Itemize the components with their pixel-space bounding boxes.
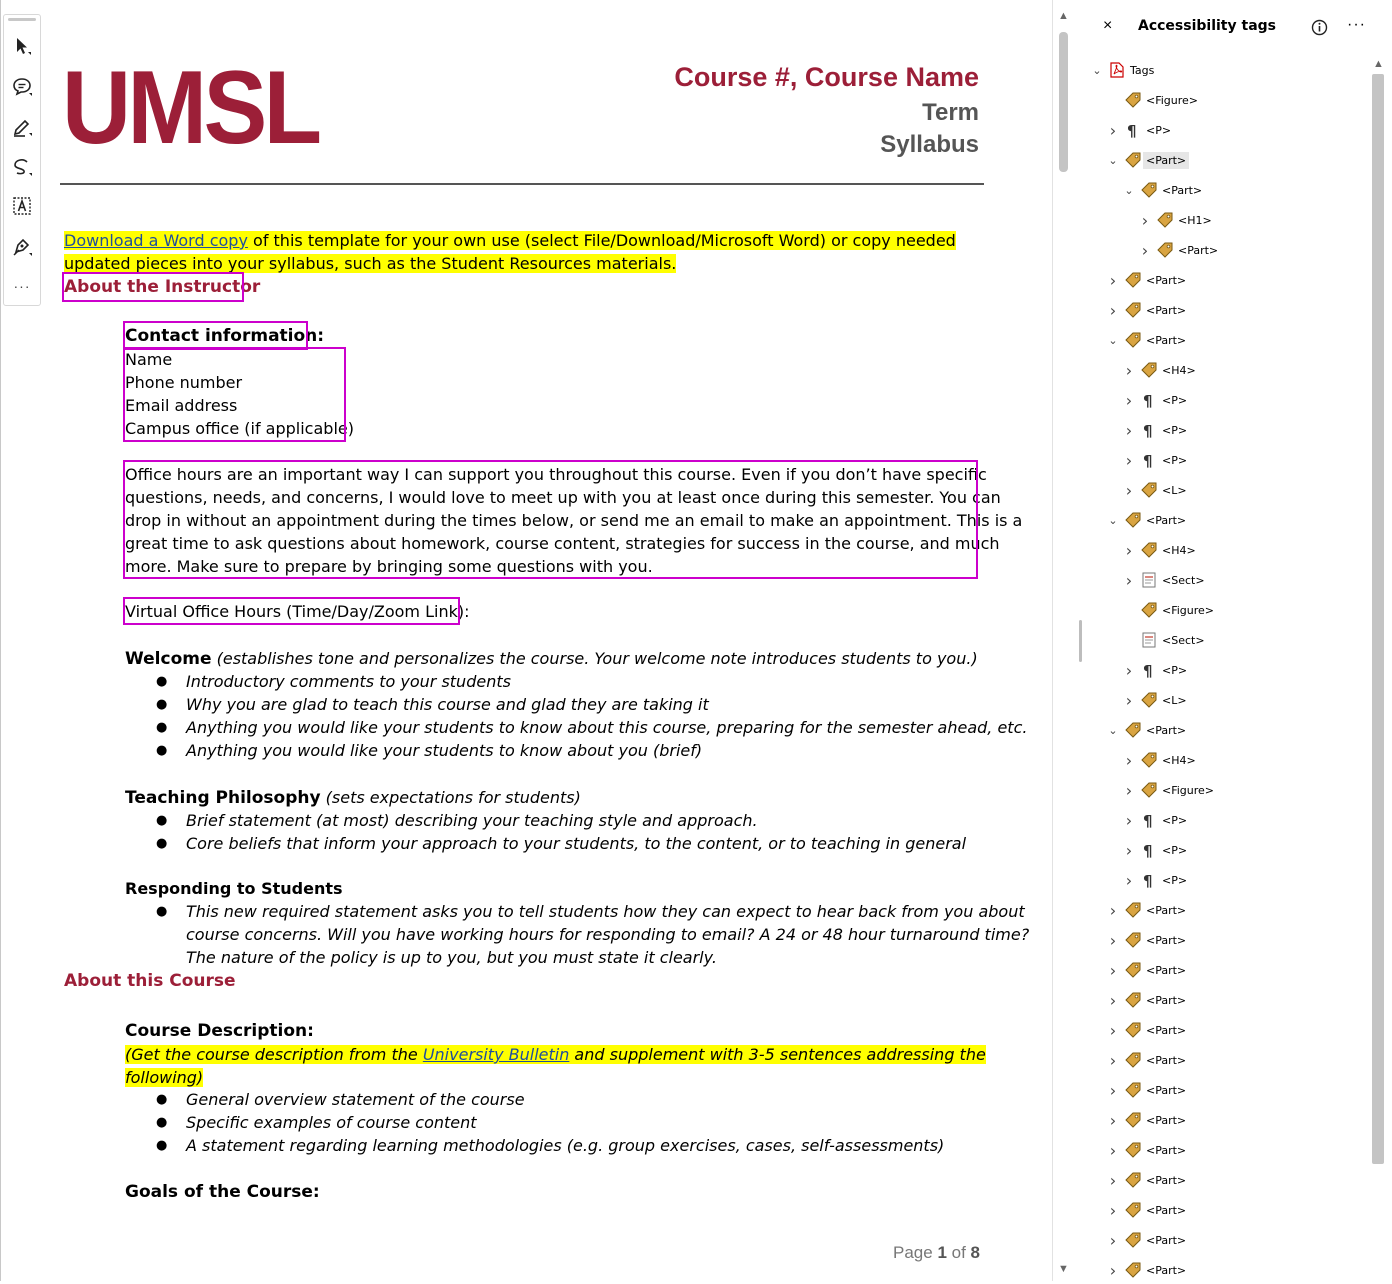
contact-email: Email address — [125, 396, 238, 415]
syllabus-label: Syllabus — [880, 131, 979, 158]
tag-tree-item[interactable] — [1106, 1136, 1346, 1164]
tag-icon — [1124, 721, 1142, 739]
list-item: ● General overview statement of the course — [125, 1088, 944, 1111]
tag-highlight-box — [123, 597, 460, 625]
tag-tree-item[interactable] — [1106, 86, 1346, 114]
tag-tree-item-label: <Figure> — [1162, 603, 1215, 617]
tag-tree-item[interactable] — [1106, 1166, 1346, 1194]
tag-tree-item-label: <Part> — [1146, 1233, 1187, 1247]
text-select-icon — [11, 195, 33, 217]
paragraph-icon — [1140, 451, 1158, 469]
course-description-note-2: following) — [125, 1068, 204, 1087]
highlighter-pen-icon — [11, 115, 33, 137]
tag-icon — [1140, 751, 1158, 769]
intro-line-1: Download a Word copy of this template for your own use (select File/Download/Microsoft Word) or copy needed — [64, 231, 956, 250]
info-icon — [1311, 19, 1328, 36]
tag-highlight-box — [123, 460, 978, 579]
paragraph-icon — [1140, 811, 1158, 829]
chevron-right-icon[interactable]: › — [1109, 1050, 1117, 1070]
sign-tool-button[interactable] — [9, 233, 35, 259]
tag-tree-item[interactable] — [1122, 626, 1362, 654]
paragraph-icon — [1124, 121, 1142, 139]
course-description-note: (Get the course description from the University Bulletin and supplement with 3-5 sentences addressing the — [125, 1045, 986, 1064]
tag-tree-item-label: <L> — [1162, 693, 1187, 707]
chevron-right-icon[interactable]: › — [1109, 930, 1117, 950]
goals-heading: Goals of the Course: — [125, 1182, 320, 1202]
chevron-right-icon[interactable]: › — [1109, 1200, 1117, 1220]
chevron-right-icon[interactable]: › — [1109, 1260, 1117, 1280]
tag-icon — [1124, 301, 1142, 319]
document-scrollbar[interactable] — [1052, 0, 1076, 1281]
tag-icon — [1124, 1171, 1142, 1189]
chevron-right-icon[interactable]: › — [1125, 870, 1133, 890]
svg-text:¶: ¶ — [1143, 422, 1153, 439]
tag-icon — [1124, 1111, 1142, 1129]
list-item: ● Anything you would like your students to know about this course, preparing for the semester ahead, etc. — [125, 716, 1027, 739]
chevron-right-icon[interactable]: › — [1109, 300, 1117, 320]
tag-tree-item-label: <H1> — [1178, 213, 1212, 227]
highlight-tool-button[interactable] — [9, 113, 35, 139]
tag-tree-item[interactable] — [1106, 326, 1346, 354]
tool-rail — [3, 14, 41, 306]
tag-tree-item-label: <Part> — [1178, 243, 1219, 257]
tag-tree-item[interactable] — [1122, 836, 1362, 864]
scroll-up-icon[interactable]: ▲ — [1373, 58, 1384, 70]
paragraph-icon — [1140, 391, 1158, 409]
tag-icon — [1124, 961, 1142, 979]
chevron-right-icon[interactable]: › — [1109, 960, 1117, 980]
list-item: ● Brief statement (at most) describing your teaching style and approach. — [125, 809, 966, 832]
tag-tree-item-label: <P> — [1162, 663, 1188, 677]
tag-tree-item[interactable] — [1106, 146, 1346, 174]
draw-tool-button[interactable] — [9, 153, 35, 179]
tag-icon — [1124, 1051, 1142, 1069]
tag-icon — [1124, 91, 1142, 109]
tag-highlight-box — [62, 272, 244, 302]
svg-text:¶: ¶ — [1143, 842, 1153, 859]
tag-tree-item[interactable] — [1106, 1016, 1346, 1044]
tag-tree-item-label: <Part> — [1146, 1173, 1187, 1187]
tag-icon — [1124, 1081, 1142, 1099]
tag-icon — [1140, 601, 1158, 619]
svg-text:¶: ¶ — [1143, 392, 1153, 409]
tag-tree-item[interactable] — [1138, 206, 1378, 234]
tag-tree-item[interactable] — [1122, 176, 1362, 204]
chevron-right-icon[interactable]: › — [1125, 570, 1133, 590]
tag-tree-item-label: <Part> — [1146, 1143, 1187, 1157]
tag-tree-item-label: <Part> — [1146, 333, 1187, 347]
chevron-right-icon[interactable]: › — [1125, 690, 1133, 710]
chevron-right-icon[interactable]: › — [1109, 120, 1117, 140]
list-item: ● This new required statement asks you to tell students how they can expect to hear back from you about course concerns. Will you have working hours for responding to email? A 24 or 48 hour turnaround time? The nature of the policy is up to you, but you must state it clearly. — [125, 900, 1029, 969]
tag-tree-item-label: <Part> — [1146, 273, 1187, 287]
chevron-right-icon[interactable]: › — [1125, 480, 1133, 500]
course-description-heading: Course Description: — [125, 1021, 314, 1041]
tag-tree-item-label: <H4> — [1162, 543, 1196, 557]
scroll-down-icon[interactable]: ▼ — [1058, 1263, 1069, 1275]
about-instructor-heading: About the Instructor — [64, 277, 261, 297]
tag-tree-item-label: <P> — [1146, 123, 1172, 137]
section-icon — [1140, 571, 1158, 589]
panel-options-button[interactable] — [1347, 16, 1366, 34]
tag-icon — [1156, 211, 1174, 229]
term-label: Term — [922, 99, 979, 126]
tag-tree-item-label: <Sect> — [1162, 633, 1205, 647]
tag-tree-item-label: <H4> — [1162, 753, 1196, 767]
ellipsis-icon: ··· — [13, 278, 31, 294]
welcome-list — [125, 670, 1027, 762]
tag-tree-item-label: <Part> — [1162, 183, 1203, 197]
tag-tree-item-label: <Part> — [1146, 903, 1187, 917]
university-bulletin-link[interactable]: University Bulletin — [422, 1045, 570, 1064]
svg-text:¶: ¶ — [1143, 662, 1153, 679]
header-rule — [60, 183, 984, 185]
tag-icon — [1124, 1021, 1142, 1039]
paragraph-icon — [1140, 871, 1158, 889]
tag-tree-item[interactable] — [1106, 1076, 1346, 1104]
list-item: ● A statement regarding learning methodologies (e.g. group exercises, cases, self-assessments) — [125, 1134, 944, 1157]
tag-icon — [1140, 691, 1158, 709]
pdf-file-icon — [1108, 61, 1126, 79]
scroll-up-icon[interactable]: ▲ — [1058, 10, 1069, 22]
tag-tree-item-label: <P> — [1162, 393, 1188, 407]
tag-tree-item[interactable] — [1122, 746, 1362, 774]
chevron-right-icon[interactable]: › — [1109, 900, 1117, 920]
chevron-right-icon[interactable]: › — [1109, 270, 1117, 290]
tag-tree-item[interactable] — [1122, 386, 1362, 414]
tag-tree-item[interactable] — [1122, 686, 1362, 714]
more-options-icon: ··· — [1347, 16, 1366, 33]
chevron-right-icon[interactable]: › — [1125, 780, 1133, 800]
chevron-right-icon[interactable]: › — [1125, 810, 1133, 830]
tag-tree-item[interactable] — [1106, 116, 1346, 144]
scrollbar-thumb[interactable] — [1059, 32, 1068, 172]
tag-highlight-box — [123, 321, 308, 350]
tag-tree-item-label: <H4> — [1162, 363, 1196, 377]
chevron-right-icon[interactable]: › — [1109, 990, 1117, 1010]
tag-tree-root[interactable] — [1090, 56, 1360, 84]
tag-tree-item[interactable] — [1122, 866, 1362, 894]
chevron-down-icon[interactable]: ⌄ — [1108, 723, 1118, 737]
chevron-down-icon[interactable]: ⌄ — [1124, 183, 1134, 197]
about-course-heading: About this Course — [64, 971, 236, 991]
tag-icon — [1124, 991, 1142, 1009]
contact-phone: Phone number — [125, 373, 243, 392]
tag-tree-item-label: <Part> — [1146, 1203, 1187, 1217]
panel-title: Accessibility tags — [1138, 18, 1276, 34]
tag-tree-item[interactable] — [1106, 716, 1346, 744]
list-item: ● Why you are glad to teach this course and glad they are taking it — [125, 693, 1027, 716]
tag-tree-item[interactable] — [1106, 266, 1346, 294]
welcome-heading: Welcome — [125, 649, 212, 669]
list-item: ● Core beliefs that inform your approach to your students, to the content, or to teaching in general — [125, 832, 966, 855]
tag-tree-item[interactable] — [1106, 1046, 1346, 1074]
chevron-right-icon[interactable]: › — [1109, 1080, 1117, 1100]
tag-tree-item-label: <Part> — [1146, 963, 1187, 977]
tag-icon — [1156, 241, 1174, 259]
tag-tree-item[interactable] — [1122, 446, 1362, 474]
svg-text:¶: ¶ — [1127, 122, 1137, 139]
tag-highlight-box — [123, 347, 346, 442]
svg-text:¶: ¶ — [1143, 452, 1153, 469]
comment-icon — [11, 75, 33, 97]
responding-heading: Responding to Students — [125, 879, 343, 898]
tag-icon — [1124, 901, 1142, 919]
chevron-right-icon[interactable]: › — [1125, 450, 1133, 470]
teaching-list — [125, 809, 966, 855]
tag-tree-item-label: <Part> — [1146, 1113, 1187, 1127]
tag-tree-item[interactable] — [1106, 926, 1346, 954]
contact-name: Name — [125, 350, 173, 369]
list-item: ● Introductory comments to your students — [125, 670, 1027, 693]
chevron-right-icon[interactable]: › — [1125, 750, 1133, 770]
tag-icon — [1124, 1141, 1142, 1159]
teaching-note: (sets expectations for students) — [320, 788, 581, 807]
tag-icon — [1140, 541, 1158, 559]
tag-icon — [1140, 361, 1158, 379]
svg-text:¶: ¶ — [1143, 812, 1153, 829]
chevron-right-icon[interactable]: › — [1109, 1110, 1117, 1130]
tag-icon — [1124, 511, 1142, 529]
umsl-logo: UMSL — [62, 50, 319, 166]
fountain-pen-icon — [11, 235, 33, 257]
chevron-right-icon[interactable]: › — [1125, 660, 1133, 680]
tag-tree-item[interactable] — [1106, 986, 1346, 1014]
chevron-right-icon[interactable]: › — [1125, 390, 1133, 410]
info-button[interactable] — [1311, 19, 1328, 41]
tag-tree-item-label: <Part> — [1143, 152, 1189, 169]
welcome-note: (establishes tone and personalizes the course. Your welcome note introduces students to you.) — [211, 649, 978, 668]
tag-tree-item-label: <P> — [1162, 873, 1188, 887]
tag-icon — [1124, 331, 1142, 349]
chevron-down-icon[interactable]: ⌄ — [1108, 513, 1118, 527]
virtual-office-hours: Virtual Office Hours (Time/Day/Zoom Link): — [125, 602, 470, 621]
tag-tree-item-label: <Part> — [1146, 1053, 1187, 1067]
tag-tree-item[interactable] — [1122, 476, 1362, 504]
section-icon — [1140, 631, 1158, 649]
tag-tree-item[interactable] — [1106, 1256, 1346, 1284]
tag-tree-item[interactable] — [1106, 1196, 1346, 1224]
chevron-right-icon[interactable]: › — [1109, 1170, 1117, 1190]
welcome-heading-line — [125, 647, 978, 671]
chevron-down-icon[interactable]: ⌄ — [1092, 63, 1102, 77]
chevron-right-icon[interactable]: › — [1125, 360, 1133, 380]
contact-office: Campus office (if applicable) — [125, 419, 354, 438]
paragraph-icon — [1140, 841, 1158, 859]
tag-tree-item[interactable] — [1122, 776, 1362, 804]
chevron-right-icon[interactable]: › — [1125, 840, 1133, 860]
paragraph-icon — [1140, 421, 1158, 439]
tag-tree-item-label: <Part> — [1146, 1023, 1187, 1037]
teaching-heading-line — [125, 786, 581, 810]
tag-icon — [1140, 181, 1158, 199]
comment-tool-button[interactable] — [9, 73, 35, 99]
chevron-right-icon[interactable]: › — [1109, 1140, 1117, 1160]
more-tools-button[interactable] — [9, 273, 35, 299]
intro-line-2: updated pieces into your syllabus, such as the Student Resources materials. — [64, 254, 677, 273]
teaching-heading: Teaching Philosophy — [125, 788, 321, 808]
tag-icon — [1124, 151, 1142, 169]
tag-tree-item[interactable] — [1106, 896, 1346, 924]
tag-icon — [1124, 271, 1142, 289]
tag-tree-item-label: <Part> — [1146, 513, 1187, 527]
tag-tree-item-label: <Part> — [1146, 933, 1187, 947]
tag-tree-item-label: <Part> — [1146, 1263, 1187, 1277]
tag-tree-item-label: <Part> — [1146, 723, 1187, 737]
tag-tree-item-label: <Part> — [1146, 1083, 1187, 1097]
course-title: Course #, Course Name — [674, 62, 979, 92]
paragraph-icon — [1140, 661, 1158, 679]
chevron-right-icon[interactable]: › — [1125, 540, 1133, 560]
tag-tree-item-label: <P> — [1162, 813, 1188, 827]
tag-tree-item-label: <P> — [1162, 843, 1188, 857]
tag-tree-item[interactable] — [1106, 506, 1346, 534]
tag-tree-item-label: <Sect> — [1162, 573, 1205, 587]
freehand-draw-icon — [11, 155, 33, 177]
tag-tree-item[interactable] — [1122, 566, 1362, 594]
tag-tree-item-label: <L> — [1162, 483, 1187, 497]
office-hours-paragraph: Office hours are an important way I can support you throughout this course. Even if you don’t have specific questions, needs, and concerns, I would love to meet up with you at least once during this semester. You can drop in without an appointment during the times below, or send me an email to make an appointment. This is a great time to ask questions about homework, course content, strategies for success in the course, and much more. Make sure to prepare by bringing some questions with you. — [125, 465, 1023, 576]
tag-tree-item-label: <Figure> — [1146, 93, 1199, 107]
tag-tree-item-label: <Part> — [1146, 303, 1187, 317]
tag-tree-item[interactable] — [1122, 536, 1362, 564]
cursor-arrow-icon — [11, 35, 33, 57]
panel-resize-handle[interactable] — [1079, 620, 1082, 662]
tag-tree-item[interactable] — [1122, 656, 1362, 684]
tag-tree-item-label: <P> — [1162, 423, 1188, 437]
tag-tree-item-label: <Figure> — [1162, 783, 1215, 797]
text-recognition-tool-button[interactable] — [9, 193, 35, 219]
tag-tree-item[interactable] — [1122, 416, 1362, 444]
list-item: ● Anything you would like your students to know about you (brief) — [125, 739, 1027, 762]
page-indicator: Page 1 of 8 — [893, 1243, 980, 1262]
chevron-right-icon[interactable]: › — [1109, 1020, 1117, 1040]
tag-icon — [1124, 1261, 1142, 1279]
list-item: ● Specific examples of course content — [125, 1111, 944, 1134]
select-tool-button[interactable] — [9, 33, 35, 59]
tag-tree-item[interactable] — [1122, 596, 1362, 624]
chevron-down-icon[interactable]: ⌄ — [1108, 153, 1118, 167]
tag-icon — [1124, 1201, 1142, 1219]
chevron-right-icon[interactable]: › — [1141, 240, 1149, 260]
tag-tree-root-label: Tags — [1130, 63, 1155, 77]
tag-icon — [1124, 931, 1142, 949]
chevron-down-icon[interactable]: ⌄ — [1108, 333, 1118, 347]
responding-list — [125, 900, 1029, 969]
chevron-right-icon[interactable]: › — [1125, 420, 1133, 440]
close-icon: × — [1103, 17, 1113, 34]
contact-heading: Contact information: — [125, 326, 325, 346]
tag-icon — [1140, 481, 1158, 499]
svg-text:¶: ¶ — [1143, 872, 1153, 889]
tool-rail-grip[interactable] — [8, 18, 36, 21]
close-panel-button[interactable] — [1103, 17, 1112, 35]
course-description-list — [125, 1088, 944, 1157]
chevron-right-icon[interactable]: › — [1109, 1230, 1117, 1250]
download-word-link[interactable]: Download a Word copy — [64, 231, 248, 250]
viewer-border — [0, 0, 1, 1281]
tag-tree-item[interactable] — [1106, 296, 1346, 324]
tag-tree-item[interactable] — [1106, 956, 1346, 984]
chevron-right-icon[interactable]: › — [1141, 210, 1149, 230]
tag-tree-item-label: <P> — [1162, 453, 1188, 467]
tag-icon — [1124, 1231, 1142, 1249]
tag-tree-item-label: <Part> — [1146, 993, 1187, 1007]
tag-icon — [1140, 781, 1158, 799]
tag-tree-item[interactable] — [1122, 356, 1362, 384]
tag-tree-item[interactable] — [1106, 1226, 1346, 1254]
tag-tree-item[interactable] — [1122, 806, 1362, 834]
tag-tree-item[interactable] — [1106, 1106, 1346, 1134]
tag-tree-item[interactable] — [1138, 236, 1378, 264]
